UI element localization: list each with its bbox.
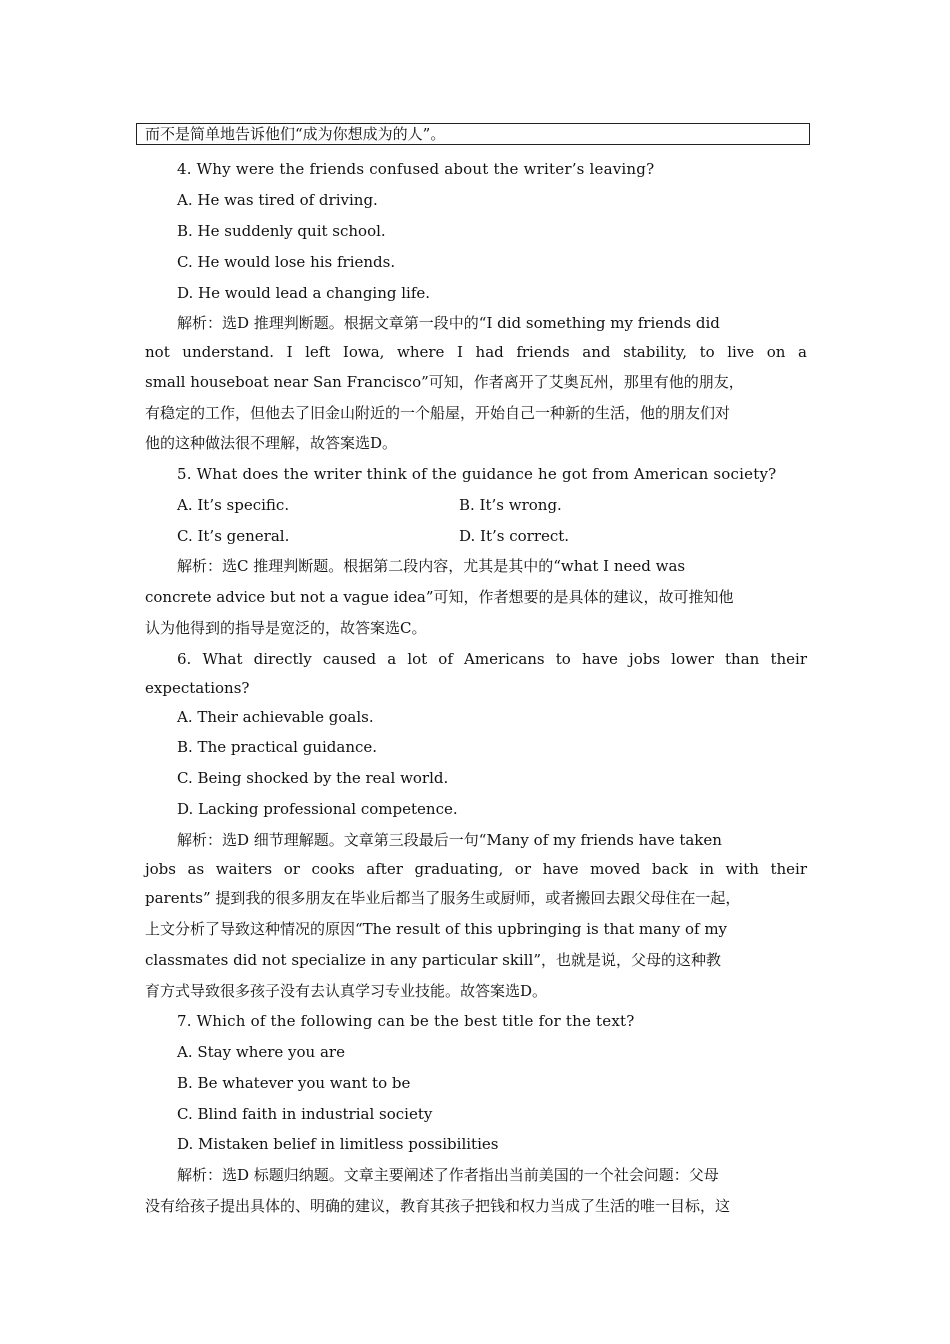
boxed-translation-line: 而不是简单地告诉他们“成为你想成为的人”。	[136, 123, 810, 145]
q7-option-d: D. Mistaken belief in limitless possibilities	[177, 1135, 499, 1153]
q7-stem: 7. Which of the following can be the best title for the text?	[177, 1012, 635, 1030]
q6-analysis-line: 上文分析了导致这种情况的原因“The result of this upbringing is that many of my	[145, 920, 728, 938]
q6-option-b: B. The practical guidance.	[177, 738, 378, 756]
q4-option-a: A. He was tired of driving.	[177, 191, 378, 209]
q5-analysis-line: 解析：选C 推理判断题。根据第二段内容，尤其是其中的“what I need was	[177, 557, 686, 575]
q6-analysis-line: classmates did not specialize in any particular skill”，也就是说，父母的这种教	[145, 951, 721, 969]
q6-analysis-line: jobs as waiters or cooks after graduating, or have moved back in with their	[145, 860, 807, 878]
q6-option-c: C. Being shocked by the real world.	[177, 769, 449, 787]
q4-analysis-line: 他的这种做法很不理解，故答案选D。	[145, 434, 398, 452]
q4-option-d: D. He would lead a changing life.	[177, 284, 431, 302]
q7-analysis-line: 解析：选D 标题归纳题。文章主要阐述了作者指出当前美国的一个社会问题：父母	[177, 1166, 719, 1184]
q6-option-a: A. Their achievable goals.	[177, 708, 374, 726]
q6-stem: 6. What directly caused a lot of Americans to have jobs lower than their	[177, 650, 807, 668]
q6-stem-continued: expectations?	[145, 679, 250, 697]
q5-option-d: D. It’s correct.	[459, 527, 570, 545]
q5-option-c: C. It’s general.	[177, 527, 290, 545]
q6-analysis-line: parents” 提到我的很多朋友在毕业后都当了服务生或厨师，或者搬回去跟父母住在一起，	[145, 889, 741, 907]
q5-analysis-line: 认为他得到的指导是宽泛的，故答案选C。	[145, 619, 427, 637]
q4-analysis-line: not understand. I left Iowa, where I had friends and stability, to live on a	[145, 343, 807, 361]
q7-option-b: B. Be whatever you want to be	[177, 1074, 411, 1092]
q4-option-b: B. He suddenly quit school.	[177, 222, 386, 240]
q5-option-a: A. It’s specific.	[177, 496, 290, 514]
q4-analysis-line: small houseboat near San Francisco”可知，作者离开了艾奥瓦州，那里有他的朋友，	[145, 373, 744, 391]
q7-option-c: C. Blind faith in industrial society	[177, 1105, 433, 1123]
q6-analysis-line: 育方式导致很多孩子没有去认真学习专业技能。故答案选D。	[145, 982, 548, 1000]
q7-analysis-line: 没有给孩子提出具体的、明确的建议，教育其孩子把钱和权力当成了生活的唯一目标，这	[145, 1197, 731, 1215]
q5-stem: 5. What does the writer think of the guidance he got from American society?	[177, 465, 777, 483]
q6-option-d: D. Lacking professional competence.	[177, 800, 458, 818]
q6-analysis-line: 解析：选D 细节理解题。文章第三段最后一句“Many of my friends have taken	[177, 831, 722, 849]
q4-option-c: C. He would lose his friends.	[177, 253, 396, 271]
q4-analysis-line: 解析：选D 推理判断题。根据文章第一段中的“I did something my friends did	[177, 314, 720, 332]
q5-option-b: B. It’s wrong.	[459, 496, 562, 514]
q4-stem: 4. Why were the friends confused about the writer’s leaving?	[177, 160, 655, 178]
q5-analysis-line: concrete advice but not a vague idea”可知，作者想要的是具体的建议，故可推知他	[145, 588, 734, 606]
q4-analysis-line: 有稳定的工作，但他去了旧金山附近的一个船屋，开始自己一种新的生活，他的朋友们对	[145, 404, 731, 422]
q7-option-a: A. Stay where you are	[177, 1043, 345, 1061]
